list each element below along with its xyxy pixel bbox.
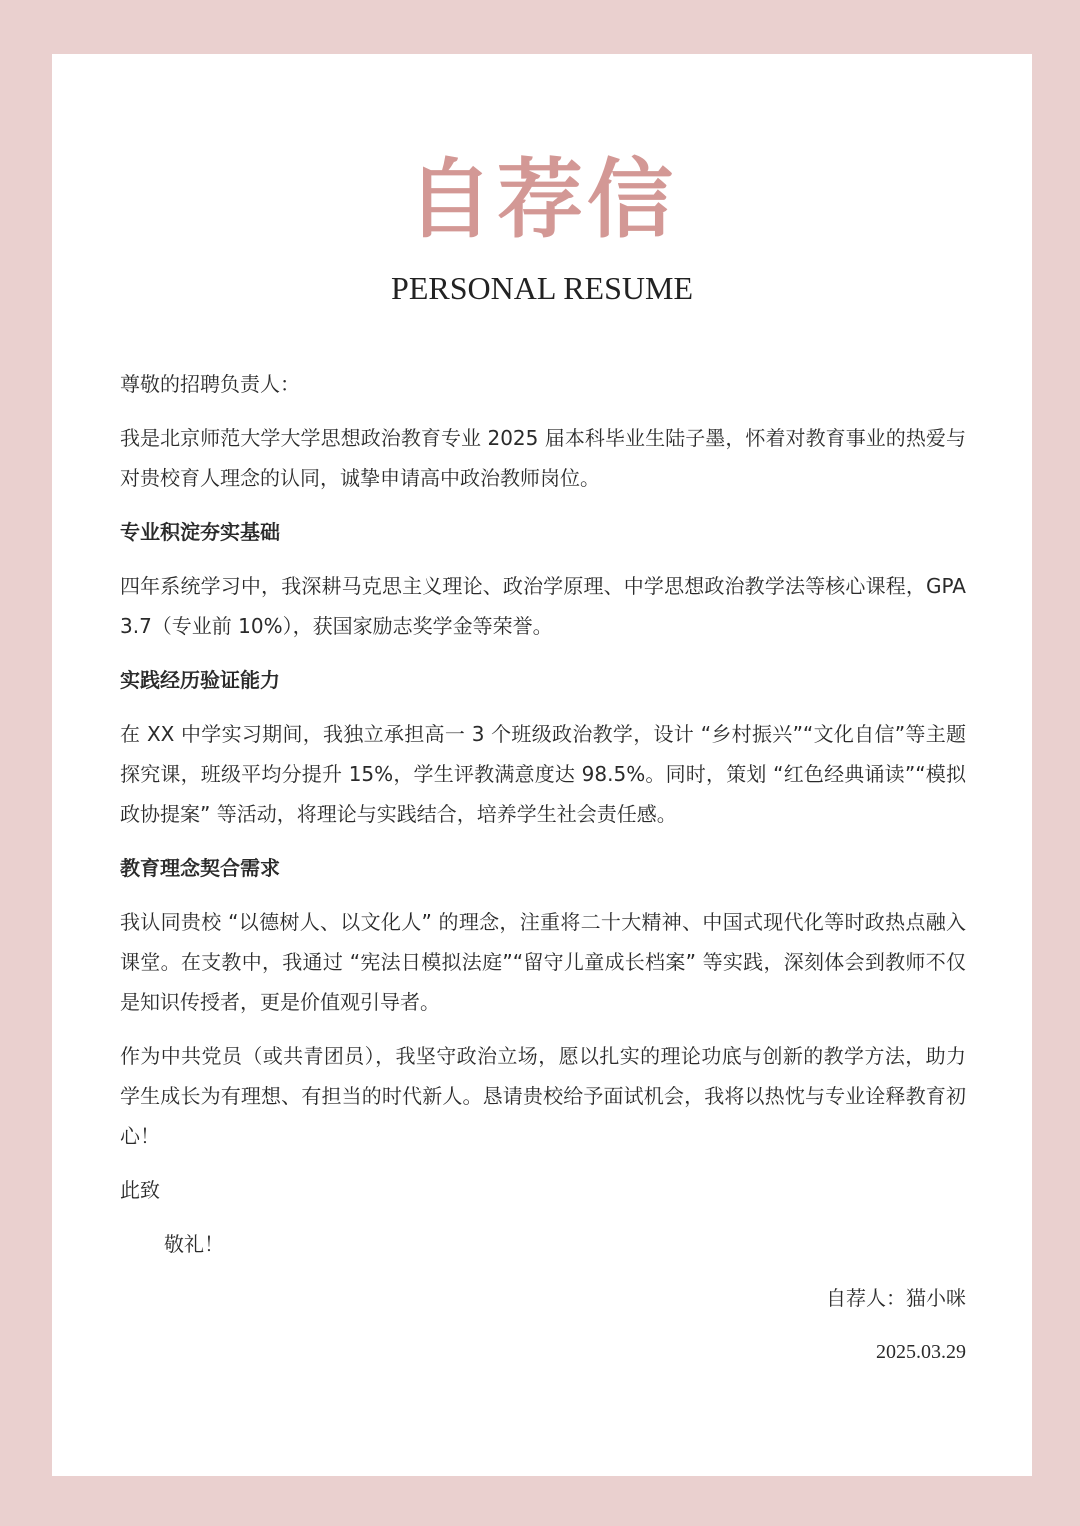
intro-paragraph: 我是北京师范大学大学思想政治教育专业 2025 届本科毕业生陆子墨，怀着对教育事业的热爱与对贵校育人理念的认同，诚挚申请高中政治教师岗位。 (120, 426, 966, 490)
section-heading-philosophy: 教育理念契合需求 (120, 856, 280, 880)
greeting: 尊敬的招聘负责人： (120, 372, 300, 396)
section-body-practice: 在 XX 中学实习期间，我独立承担高一 3 个班级政治教学，设计 “乡村振兴”“文化自信”等主题探究课，班级平均分提升 15%，学生评教满意度达 98.5%。同时，策划 “红色经典诵读”“模拟政协提案” 等活动，将理论与实践结合，培养学生社会责任感。 (120, 722, 966, 826)
closing-phrase: 此致 (120, 1178, 160, 1202)
letter-date: 2025.03.29 (876, 1341, 966, 1363)
section-body-philosophy: 我认同贵校 “以德树人、以文化人” 的理念，注重将二十大精神、中国式现代化等时政热点融入课堂。在支教中，我通过 “宪法日模拟法庭”“留守儿童成长档案” 等实践，深刻体会到教师不仅是知识传授者，更是价值观引导者。 (120, 910, 966, 1014)
salute-phrase: 敬礼！ (164, 1232, 224, 1256)
section-heading-foundation: 专业积淀夯实基础 (120, 520, 280, 544)
conclusion-paragraph: 作为中共党员（或共青团员），我坚守政治立场，愿以扎实的理论功底与创新的教学方法，助力学生成长为有理想、有担当的时代新人。恳请贵校给予面试机会，我将以热忱与专业诠释教育初心！ (120, 1044, 966, 1148)
page-title: 自荐信 (407, 150, 677, 250)
letter-body (120, 364, 966, 1372)
signature: 自荐人：猫小咪 (826, 1286, 966, 1310)
page-subtitle: PERSONAL RESUME (391, 270, 693, 306)
section-body-foundation: 四年系统学习中，我深耕马克思主义理论、政治学原理、中学思想政治教学法等核心课程，GPA 3.7（专业前 10%），获国家励志奖学金等荣誉。 (120, 574, 966, 638)
letter-sheet (52, 54, 1032, 1476)
section-heading-practice: 实践经历验证能力 (120, 668, 280, 692)
